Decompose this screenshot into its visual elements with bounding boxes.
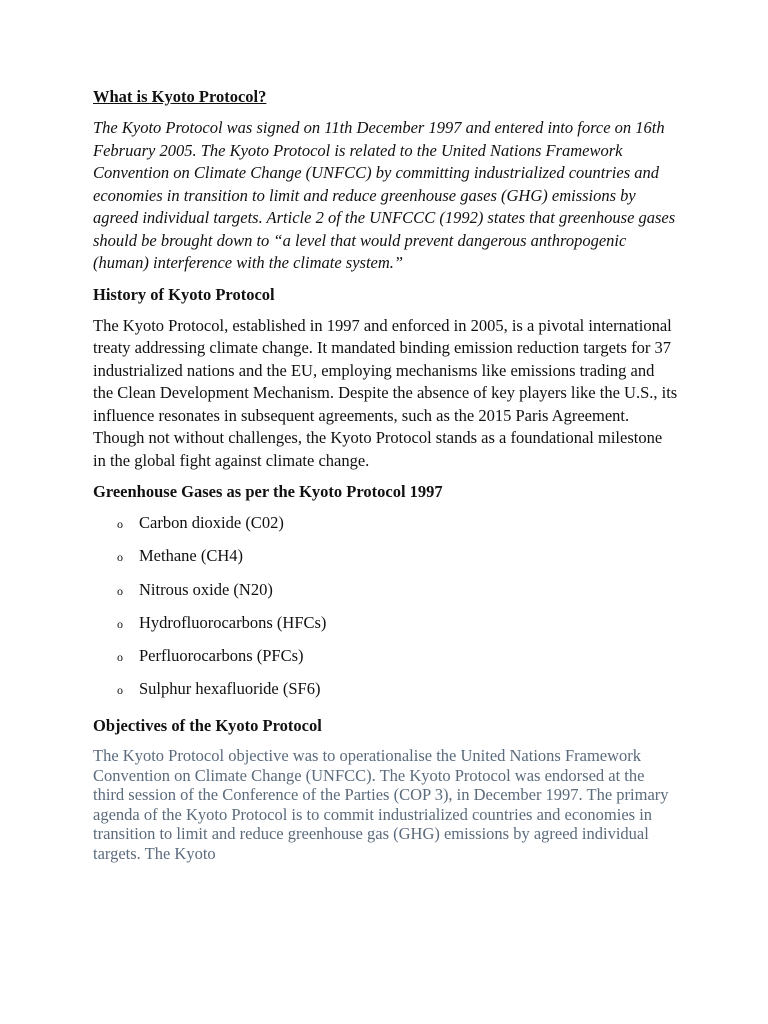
bullet-icon: o [117,517,123,531]
bullet-icon: o [117,683,123,698]
list-item [93,512,678,536]
list-item [93,579,678,603]
list-item [93,545,678,569]
list-item [93,645,678,669]
list-item [93,612,678,636]
greenhouse-gases-heading: Greenhouse Gases as per the Kyoto Protocol 1997 [93,482,443,501]
what-is-kyoto-paragraph: The Kyoto Protocol was signed on 11th December 1997 and entered into force on 16th February 2005. The Kyoto Protocol is related to the United Nations Framework Convention on Climate Change (UNFCC) by committing industrialized countries and economies in transition to limit and reduce greenhouse gases (GHG) emissions by agreed individual targets. Article 2 of the UNFCCC (1992) states that greenhouse gases should be brought down to “a level that would prevent dangerous anthropogenic (human) interference with the climate system.” [93,118,676,272]
bullet-icon: o [117,616,123,631]
objectives-heading: Objectives of the Kyoto Protocol [93,715,322,735]
history-paragraph: The Kyoto Protocol, established in 1997 and enforced in 2005, is a pivotal international treaty addressing climate change. It mandated binding emission reduction targets for 37 industrialized nations and the EU, employing mechanisms like emissions trading and the Clean Development Mechanism. Despite the absence of key players like the U.S., its influence resonates in subsequent agreements, such as the 2015 Paris Agreement. Though not without challenges, the Kyoto Protocol stands as a foundational milestone in the global fight against climate change. [93,315,678,470]
list-item [93,678,678,702]
bullet-icon: o [117,583,123,598]
document-page [93,86,678,864]
objectives-paragraph: The Kyoto Protocol objective was to operationalise the United Nations Framework Convention on Climate Change (UNFCC). The Kyoto Protocol was endorsed at the third session of the Conference of the Parties (COP 3), in December 1997. The primary agenda of the Kyoto Protocol is to commit industrialized countries and economies in transition to limit and reduce greenhouse gas (GHG) emissions by agreed individual targets. The Kyoto [93,745,669,863]
gas-label: Methane (CH4) [139,546,244,566]
greenhouse-gases-list [93,512,678,702]
bullet-icon: o [117,550,123,565]
gas-label: Sulphur hexafluoride (SF6) [139,679,321,699]
gas-label: Carbon dioxide (C02) [139,513,284,532]
history-heading: History of Kyoto Protocol [93,284,275,304]
gas-label: Nitrous oxide (N20) [139,579,273,599]
gas-label: Hydrofluorocarbons (HFCs) [139,612,327,632]
bullet-icon: o [117,650,123,665]
gas-label: Perfluorocarbons (PFCs) [139,646,304,666]
what-is-kyoto-heading: What is Kyoto Protocol? [93,87,267,106]
